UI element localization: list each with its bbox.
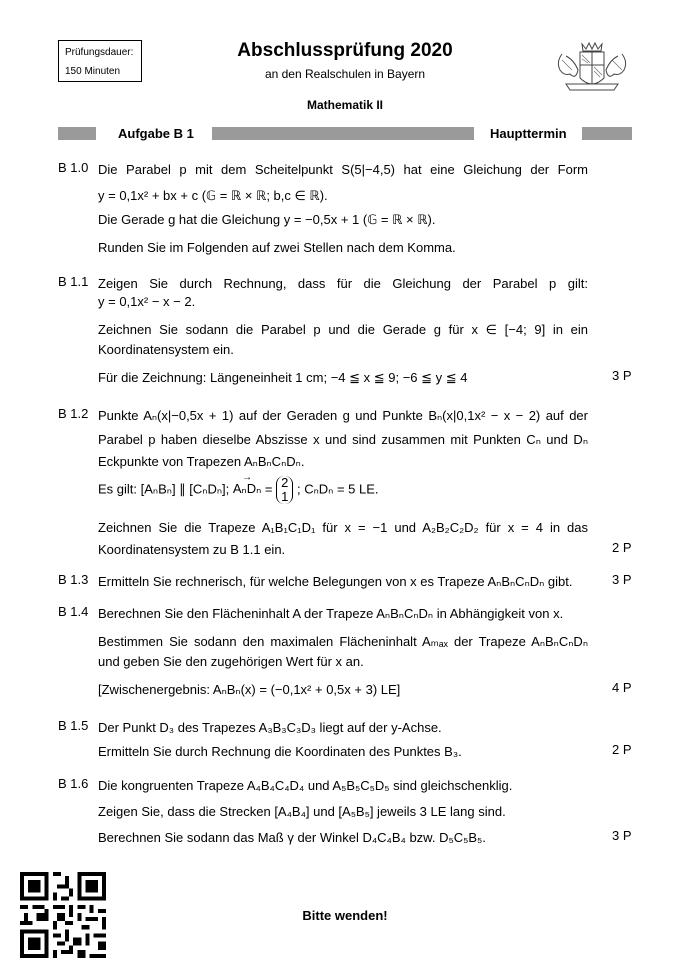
duration-label: Prüfungsdauer:: [65, 47, 134, 58]
exam-subtitle: an den Realschulen in Bayern: [264, 67, 426, 81]
b13-line-1: Ermitteln Sie rechnerisch, für welche Belegungen von x es Trapeze AₙBₙCₙDₙ gibt.: [98, 574, 573, 589]
bavarian-coat-of-arms-logo: [552, 40, 632, 96]
b13-points: 3 P: [612, 572, 632, 587]
duration-value: 150 Minuten: [65, 66, 121, 77]
b12-given-suffix: ; CₙDₙ = 5 LE.: [297, 481, 379, 497]
exam-duration-box: [58, 40, 142, 82]
b12-line-5: Zeichnen Sie die Trapeze A₁B₁C₁D₁ für x = −1 und A₂B₂C₂D₂ für x = 4 in das: [98, 520, 588, 535]
b16-points: 3 P: [612, 828, 632, 843]
b14-points: 4 P: [612, 680, 632, 695]
turn-page-note: Bitte wenden!: [302, 908, 388, 923]
b15-points: 2 P: [612, 742, 632, 757]
subject-title: Mathematik II: [306, 98, 384, 112]
header-bar-right: [582, 127, 632, 140]
b12-given-prefix: Es gilt: [AₙBₙ] ∥ [CₙDₙ];: [98, 481, 230, 497]
b16-line-2: Zeigen Sie, dass die Strecken [A₄B₄] und [A₅B₅] jeweils 3 LE lang sind.: [98, 804, 506, 819]
b14-line-1: Berechnen Sie den Flächeninhalt A der Trapeze AₙBₙCₙDₙ in Abhängigkeit von x.: [98, 606, 564, 621]
b12-line-6: Koordinatensystem zu B 1.1 ein.: [98, 542, 286, 557]
task-label-b12: B 1.2: [58, 406, 89, 421]
task-label-b11: B 1.1: [58, 274, 89, 289]
b11-points: 3 P: [612, 368, 632, 383]
b16-line-3: Berechnen Sie sodann das Maß γ der Winkel D₄C₄B₄ bzw. D₅C₅B₅.: [98, 830, 486, 845]
b11-line-3: Zeichnen Sie sodann die Parabel p und die Gerade g für x ∈ [−4; 9] in ein: [98, 322, 588, 337]
task-label-b13: B 1.3: [58, 572, 89, 587]
b12-line-3: Eckpunkte von Trapezen AₙBₙCₙDₙ.: [98, 454, 305, 469]
exam-term: Haupttermin: [490, 126, 567, 141]
column-vector: [276, 476, 293, 504]
b11-line-4: Koordinatensystem ein.: [98, 342, 234, 357]
b12-given-conditions: [98, 476, 588, 504]
b11-parabola-equation: y = 0,1x² − x − 2.: [98, 294, 196, 309]
b16-line-1: Die kongruenten Trapeze A₄B₄C₄D₄ und A₅B₅C₅D₅ sind gleichschenklig.: [98, 778, 513, 793]
task-label-b10: B 1.0: [58, 160, 89, 175]
b14-intermediate-result: [Zwischenergebnis: AₙBₙ(x) = (−0,1x² + 0,5x + 3) LE]: [98, 682, 401, 697]
b10-equation-form: y = 0,1x² + bx + c (𝔾 = ℝ × ℝ; b,c ∈ ℝ).: [98, 188, 328, 203]
b12-line-1: Punkte Aₙ(x|−0,5x + 1) auf der Geraden g und Punkte Bₙ(x|0,1x² − x − 2) auf der: [98, 408, 588, 423]
header-bar-left: [58, 127, 96, 140]
task-title: Aufgabe B 1: [118, 126, 194, 141]
exam-title: Abschlussprüfung 2020: [237, 40, 453, 61]
task-label-b16: B 1.6: [58, 776, 89, 791]
b11-line-1: Zeigen Sie durch Rechnung, dass für die Gleichung der Parabel p gilt:: [98, 276, 588, 291]
equals-sign: =: [264, 481, 273, 497]
b15-line-1: Der Punkt D₃ des Trapezes A₃B₃C₃D₃ liegt auf der y-Achse.: [98, 720, 442, 735]
b14-line-3: und geben Sie den zugehörigen Wert für x an.: [98, 654, 364, 669]
b11-drawing-note: Für die Zeichnung: Längeneinheit 1 cm; −4 ≦ x ≦ 9; −6 ≦ y ≦ 4: [98, 370, 468, 385]
b12-line-2: Parabel p haben dieselbe Abszisse x und sind zusammen mit Punkten Cₙ und Dₙ: [98, 432, 588, 447]
b10-line-1: Die Parabel p mit dem Scheitelpunkt S(5|−4,5) hat eine Gleichung der Form: [98, 162, 588, 177]
b14-line-2: Bestimmen Sie sodann den maximalen Flächeninhalt Aₘₐₓ der Trapeze AₙBₙCₙDₙ: [98, 634, 588, 649]
task-label-b14: B 1.4: [58, 604, 89, 619]
header-bar-middle: [212, 127, 474, 140]
b10-rounding-note: Runden Sie im Folgenden auf zwei Stellen nach dem Komma.: [98, 240, 456, 255]
b12-points: 2 P: [612, 540, 632, 555]
b10-line-g: Die Gerade g hat die Gleichung y = −0,5x + 1 (𝔾 = ℝ × ℝ).: [98, 212, 436, 227]
vector-and-name: → AₙDₙ: [233, 479, 261, 499]
b15-line-2: Ermitteln Sie durch Rechnung die Koordinaten des Punktes B₃.: [98, 744, 462, 759]
column-vector-x: 2: [281, 475, 289, 490]
task-label-b15: B 1.5: [58, 718, 89, 733]
column-vector-y: 1: [281, 489, 289, 504]
